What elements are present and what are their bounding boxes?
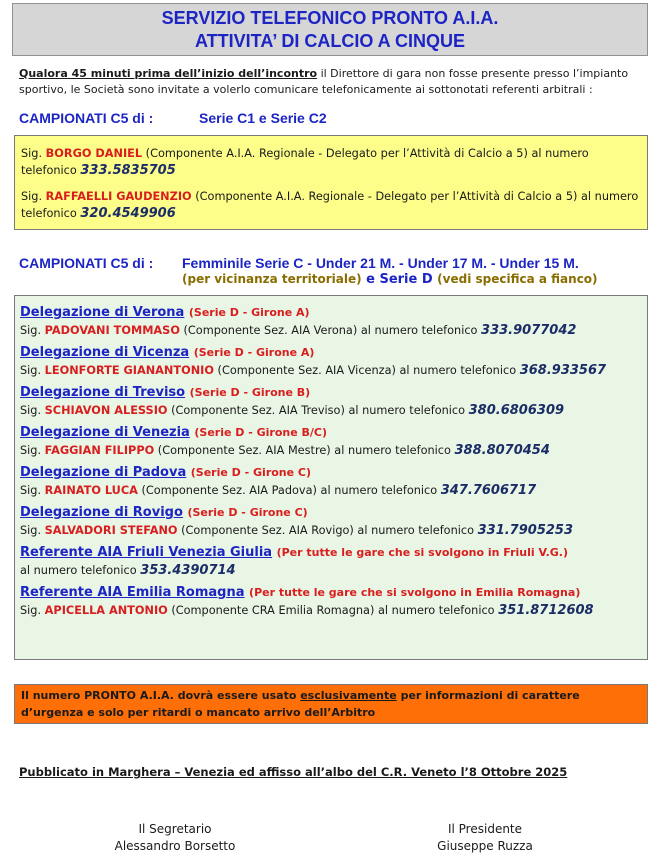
section2-label: CAMPIONATI C5 di : <box>19 255 154 271</box>
delegation-girone: (Serie D - Girone B/C) <box>194 426 328 439</box>
signature-title: Il Segretario <box>138 822 212 836</box>
title-line-2: ATTIVITA’ DI CALCIO A CINQUE <box>195 31 465 51</box>
contact-role: (Componente CRA Emilia Romagna) al numero telefonico <box>167 604 499 617</box>
contact-phone: 333.5835705 <box>80 163 176 178</box>
delegation-link[interactable]: Delegazione di Venezia <box>20 425 190 440</box>
contact-phone: 368.933567 <box>519 363 607 378</box>
section1-heading <box>19 110 327 126</box>
section2-contacts-box <box>14 295 648 660</box>
contact-phone: 347.7606717 <box>440 483 537 498</box>
contact-role: (Componente Sez. AIA Vicenza) al numero telefonico <box>213 364 520 377</box>
contact-name: SCHIAVON ALESSIO <box>44 404 168 417</box>
contact-role: (Componente Sez. AIA Padova) al numero telefonico <box>137 484 441 497</box>
delegation-entry-vicenza <box>20 344 647 380</box>
title-box <box>12 3 648 56</box>
contact-phone: 333.9077042 <box>481 323 577 338</box>
delegation-entry-emilia <box>20 584 647 620</box>
section2-subheading <box>182 272 598 287</box>
contact-phone: 351.8712608 <box>498 603 594 618</box>
delegation-girone: (Per tutte le gare che si svolgono in Friuli V.G.) <box>276 546 568 559</box>
section1-label: CAMPIONATI C5 di : <box>19 110 154 126</box>
delegation-girone: (Serie D - Girone B) <box>189 386 311 399</box>
signature-name: Alessandro Borsetto <box>114 839 236 853</box>
delegation-link[interactable]: Referente AIA Friuli Venezia Giulia <box>20 545 273 560</box>
contact-name: FAGGIAN FILIPPO <box>44 444 155 457</box>
section2-series: Femminile Serie C - Under 21 M. - Under 17 M. - Under 15 M. <box>182 255 579 271</box>
section2-sub-part2: e Serie D <box>361 272 438 287</box>
delegation-entry-verona <box>20 304 647 340</box>
contact-name: PADOVANI TOMMASO <box>44 324 180 337</box>
notice-underlined: esclusivamente <box>300 689 397 702</box>
delegation-link[interactable]: Delegazione di Treviso <box>20 385 186 400</box>
delegation-entry-friuli <box>20 544 647 580</box>
delegation-link[interactable]: Delegazione di Vicenza <box>20 345 190 360</box>
intro-text: il Direttore di gara non fosse presente presso l’impianto sportivo, le Società sono invitate a volerlo comunicare telefonicamente ai sottonotati referenti arbitrali : <box>19 67 629 96</box>
contact-role: al numero telefonico <box>20 564 141 577</box>
contact-role: (Componente Sez. AIA Verona) al numero telefonico <box>179 324 482 337</box>
delegation-entry-treviso <box>20 384 647 420</box>
contact-prefix: Sig. <box>21 147 46 160</box>
contact-phone: 331.7905253 <box>477 523 574 538</box>
contact-name: SALVADORI STEFANO <box>44 524 178 537</box>
contact-name: BORGO DANIEL <box>45 147 143 160</box>
delegation-entry-venezia <box>20 424 647 460</box>
notice-part1: Il numero PRONTO A.I.A. dovrà essere usato <box>21 689 301 702</box>
contact-prefix: Sig. <box>20 484 45 497</box>
publication-line: Pubblicato in Marghera – Venezia ed affisso all’albo del C.R. Veneto l’8 Ottobre 2025 <box>19 765 568 779</box>
notice-part2: per informazioni di carattere d’urgenza e solo per ritardi o mancato arrivo dell’Arbitro <box>21 689 580 719</box>
contact-role: (Componente Sez. AIA Treviso) al numero telefonico <box>167 404 469 417</box>
contact-name: APICELLA ANTONIO <box>44 604 168 617</box>
delegation-girone: (Serie D - Girone C) <box>187 506 308 519</box>
section2-sub-part3: (vedi specifica a fianco) <box>437 272 598 286</box>
title-line-1: SERVIZIO TELEFONICO PRONTO A.I.A. <box>161 8 499 28</box>
contact-phone: 320.4549906 <box>80 206 176 221</box>
contact-name: LEONFORTE GIANANTONIO <box>44 364 214 377</box>
delegation-link[interactable]: Delegazione di Padova <box>20 465 187 480</box>
contact-role: (Componente Sez. AIA Mestre) al numero telefonico <box>154 444 455 457</box>
contact-entry <box>21 145 641 179</box>
delegation-link[interactable]: Referente AIA Emilia Romagna <box>20 585 245 600</box>
signature-title: Il Presidente <box>447 822 523 836</box>
contact-name: RAINATO LUCA <box>44 484 138 497</box>
delegation-entry-rovigo <box>20 504 647 540</box>
contact-role: (Componente A.I.A. Regionale - Delegato per l’Attività di Calcio a 5) al numero telefonico <box>21 147 589 177</box>
contact-entry <box>21 188 641 222</box>
delegation-girone: (Serie D - Girone C) <box>190 466 312 479</box>
notice-box <box>14 684 648 724</box>
contact-prefix: Sig. <box>20 364 45 377</box>
signature-secretary <box>105 821 245 855</box>
section1-series: Serie C1 e Serie C2 <box>199 110 327 126</box>
section1-contacts-box <box>14 135 648 230</box>
contact-prefix: Sig. <box>20 524 45 537</box>
contact-prefix: Sig. <box>20 404 45 417</box>
contact-prefix: Sig. <box>20 604 45 617</box>
intro-paragraph <box>19 66 644 98</box>
contact-phone: 388.8070454 <box>454 443 550 458</box>
contact-prefix: Sig. <box>20 324 45 337</box>
contact-role: (Componente Sez. AIA Rovigo) al numero telefonico <box>177 524 478 537</box>
delegation-girone: (Serie D - Girone A) <box>188 306 310 319</box>
contact-role: (Componente A.I.A. Regionale - Delegato per l’Attività di Calcio a 5) al numero telefonico <box>21 190 639 220</box>
delegation-entry-padova <box>20 464 647 500</box>
section2-heading <box>19 255 579 271</box>
delegation-girone: (Serie D - Girone A) <box>193 346 315 359</box>
contact-phone: 380.6806309 <box>468 403 565 418</box>
contact-prefix: Sig. <box>21 190 46 203</box>
delegation-girone: (Per tutte le gare che si svolgono in Emilia Romagna) <box>249 586 581 599</box>
signature-president <box>415 821 555 855</box>
delegation-link[interactable]: Delegazione di Rovigo <box>20 505 183 520</box>
delegation-link[interactable]: Delegazione di Verona <box>20 305 185 320</box>
intro-underlined: Qualora 45 minuti prima dell’inizio dell’incontro <box>19 67 318 80</box>
contact-prefix: Sig. <box>20 444 45 457</box>
contact-phone: 353.4390714 <box>140 563 236 578</box>
section2-sub-part1: (per vicinanza territoriale) <box>182 272 362 286</box>
signature-name: Giuseppe Ruzza <box>437 839 533 853</box>
contact-name: RAFFAELLI GAUDENZIO <box>45 190 192 203</box>
